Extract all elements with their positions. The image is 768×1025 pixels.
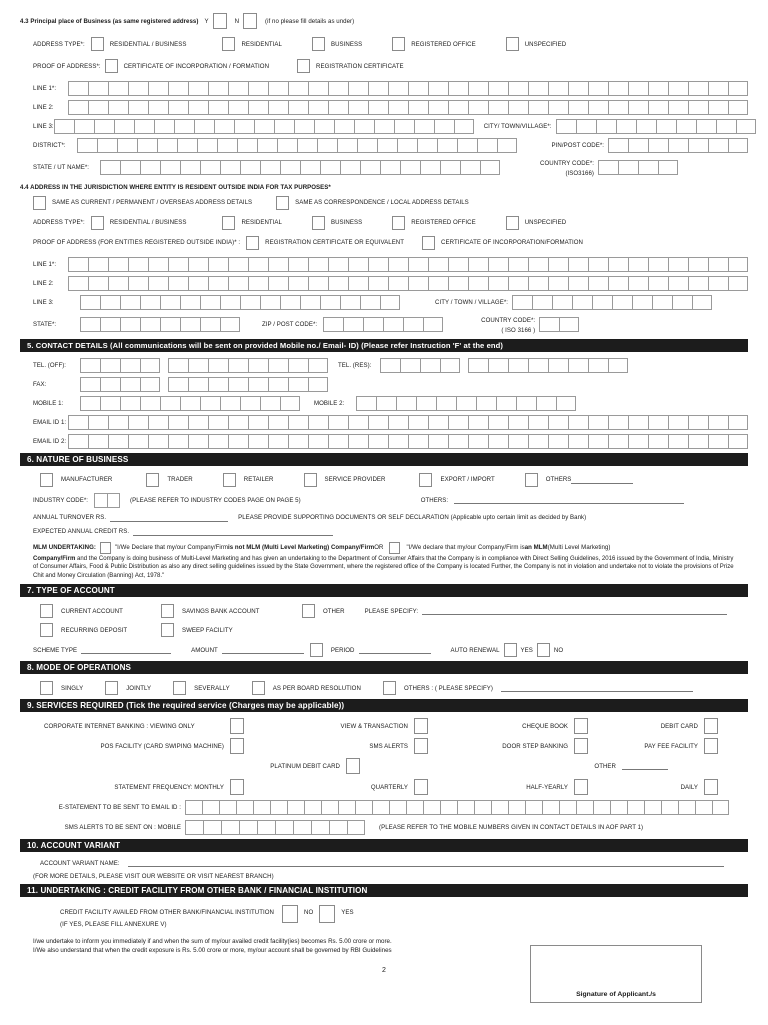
- scheme-row: [20, 643, 748, 657]
- mode-option-1: JOINTLY: [126, 684, 152, 692]
- proof-certificate-incorporation-checkbox-43[interactable]: [105, 59, 118, 73]
- proof-option-1-44: CERTIFICATE OF INCORPORATION/FORMATION: [441, 239, 583, 247]
- account-type-row-2: [20, 623, 748, 637]
- fax-label: FAX:: [33, 380, 47, 388]
- fax-row: [20, 377, 748, 392]
- services-row-3: [20, 758, 748, 774]
- nature-retailer-checkbox[interactable]: [223, 473, 236, 487]
- pay-fee-facility-label: PAY FEE FACILITY: [644, 742, 698, 750]
- same-as-current-label-44: SAME AS CURRENT / PERMANENT / OVERSEAS ADDRESS DETAILS: [52, 199, 253, 207]
- nature-option-4: EXPORT / IMPORT: [440, 476, 495, 484]
- half-yearly-label: HALF-YEARLY: [526, 783, 568, 791]
- door-step-banking-label: DOOR STEP BANKING: [502, 742, 568, 750]
- sms-alerts-checkbox[interactable]: [414, 738, 428, 754]
- annual-turnover-input[interactable]: [110, 514, 228, 522]
- section-4-4-title-row: [20, 184, 748, 191]
- proof-of-address-row-44: [20, 236, 748, 250]
- mlm-option-row: [33, 542, 740, 554]
- mode-severally-checkbox[interactable]: [173, 681, 186, 695]
- account-variant-name-input[interactable]: [128, 859, 724, 867]
- mobile2-label: MOBILE 2:: [314, 399, 345, 407]
- city-label-44: CITY / TOWN / VILLAGE*:: [435, 298, 508, 306]
- credit-facility-line2: (IF YES, PLEASE FILL ANNEXURE V): [60, 921, 167, 929]
- line3-row-43: [20, 119, 748, 134]
- nature-service-provider-checkbox[interactable]: [304, 473, 317, 487]
- proof-option-0-44: REGISTRATION CERTIFICATE OR EQUIVALENT: [265, 239, 405, 247]
- form-page: [0, 13, 768, 1025]
- section-9-header: 9. SERVICES REQUIRED (Tick the required service (Charges may be applicable)): [20, 699, 748, 712]
- address-type-residential-business-checkbox-44[interactable]: [91, 216, 104, 230]
- line3-input-44[interactable]: [80, 295, 400, 310]
- address-type-registered-office-checkbox-44[interactable]: [392, 216, 405, 230]
- nature-option-3: SERVICE PROVIDER: [324, 476, 386, 484]
- email1-input[interactable]: [68, 415, 748, 430]
- mode-of-operations-row: [20, 681, 748, 695]
- undertaking-text-block: [20, 937, 543, 955]
- platinum-debit-card-label: PLATINUM DEBIT CARD: [270, 762, 340, 770]
- state-input-44[interactable]: [80, 317, 240, 332]
- city-input-44[interactable]: [512, 295, 712, 310]
- city-label-43: CITY/ TOWN/VILLAGE*:: [483, 123, 552, 130]
- mlm-body-paragraph: [33, 555, 740, 581]
- line2-input-44[interactable]: [68, 276, 748, 291]
- address-type-option-3-43: REGISTERED OFFICE: [411, 40, 476, 48]
- estatement-email-input[interactable]: [185, 800, 729, 815]
- mode-option-3: AS PER BOARD RESOLUTION: [272, 684, 361, 692]
- line3-row-44: [20, 295, 748, 310]
- section-8-header: 8. MODE OF OPERATIONS: [20, 661, 748, 674]
- annual-turnover-note: PLEASE PROVIDE SUPPORTING DOCUMENTS OR SELF DECLARATION (Applicable upto certain limit as decided by Bank): [238, 514, 587, 522]
- country-label-43: COUNTRY CODE*:: [540, 160, 594, 167]
- address-type-option-4-44: UNSPECIFIED: [524, 219, 567, 227]
- yes-label: Y: [204, 17, 209, 25]
- proof-of-address-label-44: PROOF OF ADDRESS (FOR ENTITIES REGISTERED OUTSIDE INDIA)* :: [33, 239, 241, 247]
- mlm-option1-text-b: is not MLM (Multi Level Marketing) Company/Firm: [227, 544, 375, 552]
- current-account-checkbox[interactable]: [40, 604, 53, 618]
- address-type-residential-checkbox-44[interactable]: [222, 216, 235, 230]
- state-label-44: STATE*:: [33, 320, 57, 328]
- line3-label-44: LINE 3:: [33, 298, 54, 306]
- pin-input-43[interactable]: [608, 138, 748, 153]
- line1-row-44: [20, 257, 748, 272]
- principal-place-yes-checkbox[interactable]: [213, 13, 227, 29]
- industry-others-input[interactable]: [454, 496, 684, 504]
- country-sub-44: ( ISO 3166 ): [501, 327, 536, 335]
- line1-label-43: LINE 1*:: [33, 85, 57, 92]
- period-label: PERIOD: [330, 646, 355, 654]
- mlm-not-mlm-checkbox[interactable]: [100, 542, 111, 554]
- mlm-is-mlm-checkbox[interactable]: [389, 542, 400, 554]
- state-row-43: [20, 157, 748, 178]
- address-type-business-checkbox-43[interactable]: [312, 37, 325, 51]
- sms-alerts-label: SMS ALERTS: [369, 742, 408, 750]
- proof-option-1-43: REGISTRATION CERTIFICATE: [316, 62, 404, 70]
- address-type-unspecified-checkbox-43[interactable]: [506, 37, 519, 51]
- please-specify-input[interactable]: [422, 607, 727, 615]
- no-label: N: [234, 17, 240, 25]
- line1-input-43[interactable]: [68, 81, 748, 96]
- address-type-option-4-43: UNSPECIFIED: [524, 40, 567, 48]
- tel-off-label: TEL. (OFF):: [33, 361, 67, 369]
- platinum-debit-card-checkbox[interactable]: [346, 758, 360, 774]
- nature-option-2: RETAILER: [243, 476, 274, 484]
- mlm-option2-text-b: an MLM: [524, 544, 548, 552]
- section-10-header: 10. ACCOUNT VARIANT: [20, 839, 748, 852]
- signature-box[interactable]: [530, 945, 702, 1003]
- address-type-registered-office-checkbox-43[interactable]: [392, 37, 405, 51]
- nature-others-checkbox[interactable]: [525, 473, 538, 487]
- zip-label-44: ZIP / POST CODE*:: [262, 320, 318, 328]
- country-input-43[interactable]: [598, 160, 678, 175]
- proof-registration-certificate-checkbox-44[interactable]: [246, 236, 259, 250]
- address-type-option-1-43: RESIDENTIAL: [241, 40, 282, 48]
- country-label-44: COUNTRY CODE*:: [481, 316, 536, 324]
- account-variant-note: (FOR MORE DETAILS, PLEASE VISIT OUR WEBSITE OR VISIT NEAREST BRANCH): [33, 873, 274, 881]
- country-sub-43: (ISO3166): [565, 170, 594, 178]
- mlm-body-text: and the Company is doing business of Multi-Level Marketing and has given an undertaking to the Department of Consumer Affairs that the Company is in compliance with Direct Selling Guidelines, 2016 issued by the Government of India, Ministry of Consumer Affairs, Food & Public Distribution as also any direct selling guidelines issued by the State Government, where the registered office of the Company is located Further, the Company is not in violation and undertake not to violate the provisions of Prize Chit and Money Circulation (Banning) Act, 1978.": [33, 555, 734, 579]
- same-as-correspondence-checkbox-44[interactable]: [276, 196, 289, 210]
- proof-of-address-label-43: PROOF OF ADDRESS*:: [33, 62, 101, 70]
- auto-renewal-no-label: NO: [553, 646, 564, 654]
- mode-others-label: OTHERS : ( PLEASE SPECIFY): [403, 684, 493, 692]
- mode-jointly-checkbox[interactable]: [105, 681, 118, 695]
- email1-label: EMAIL ID 1:: [33, 418, 67, 426]
- expected-credit-row: [20, 528, 748, 536]
- annual-turnover-row: [20, 514, 748, 522]
- services-row-2: [20, 738, 748, 754]
- same-as-current-checkbox-44[interactable]: [33, 196, 46, 210]
- section-4-4-title: 4.4 ADDRESS IN THE JURISDICTION WHERE ENTITY IS RESIDENT OUTSIDE INDIA FOR TAX PURPOSES*: [20, 183, 331, 191]
- nature-export-import-checkbox[interactable]: [419, 473, 432, 487]
- section-5-header: 5. CONTACT DETAILS (All communications will be sent on provided Mobile no./ Email- ID) (Please refer Instruction 'F' at the end): [20, 339, 748, 352]
- country-input-44[interactable]: [539, 317, 579, 332]
- state-input-43[interactable]: [100, 160, 500, 175]
- mlm-option2-text-c: (Multi Level Marketing): [547, 544, 611, 552]
- tel-res-label: TEL. (RES):: [338, 361, 372, 369]
- mlm-undertaking-block: [20, 542, 748, 581]
- amount-label: AMOUNT: [191, 646, 218, 654]
- cheque-book-checkbox[interactable]: [574, 718, 588, 734]
- proof-certificate-incorporation-checkbox-44[interactable]: [422, 236, 435, 250]
- principal-place-no-checkbox[interactable]: [243, 13, 257, 29]
- address-type-option-3-44: REGISTERED OFFICE: [411, 219, 476, 227]
- line2-row-43: [20, 100, 748, 115]
- line2-label-44: LINE 2:: [33, 279, 54, 287]
- address-type-option-0-43: RESIDENTIAL / BUSINESS: [109, 40, 187, 48]
- period-checkbox[interactable]: [310, 643, 323, 657]
- auto-renewal-yes-checkbox[interactable]: [504, 643, 517, 657]
- email2-row: [20, 434, 748, 449]
- address-type-option-0-44: RESIDENTIAL / BUSINESS: [109, 219, 187, 227]
- address-type-residential-checkbox-43[interactable]: [222, 37, 235, 51]
- account-variant-note-row: [20, 873, 748, 880]
- district-row-43: [20, 138, 748, 153]
- savings-account-checkbox[interactable]: [161, 604, 174, 618]
- tel-off-number-input[interactable]: [168, 358, 328, 373]
- mobile2-input[interactable]: [356, 396, 576, 411]
- principal-place-hint: (if no please fill details as under): [265, 17, 355, 25]
- line1-label-44: LINE 1*:: [33, 260, 57, 268]
- state-row-44: [20, 314, 748, 335]
- other-account-checkbox[interactable]: [302, 604, 315, 618]
- other-account-label: OTHER: [323, 607, 345, 615]
- district-input-43[interactable]: [77, 138, 517, 153]
- scheme-type-input[interactable]: [81, 646, 171, 654]
- sms-alerts-mobile-input[interactable]: [185, 820, 365, 835]
- address-type-label-44: ADDRESS TYPE*:: [33, 219, 85, 227]
- line1-row-43: [20, 81, 748, 96]
- industry-code-hint: (PLEASE REFER TO INDUSTRY CODES PAGE ON PAGE 5): [130, 496, 301, 504]
- pay-fee-facility-checkbox[interactable]: [704, 738, 718, 754]
- proof-registration-certificate-checkbox-43[interactable]: [297, 59, 310, 73]
- email2-input[interactable]: [68, 434, 748, 449]
- pin-label-43: PIN/POST CODE*:: [551, 142, 604, 149]
- door-step-banking-checkbox[interactable]: [574, 738, 588, 754]
- please-specify-label: PLEASE SPECIFY:: [364, 607, 419, 615]
- zip-input-44[interactable]: [323, 317, 443, 332]
- credit-facility-line1: CREDIT FACILITY AVAILED FROM OTHER BANK/FINANCIAL INSTITUTION: [60, 909, 274, 917]
- section-11-header: 11. UNDERTAKING : CREDIT FACILITY FROM OTHER BANK / FINANCIAL INSTITUTION: [20, 884, 748, 897]
- pos-facility-checkbox[interactable]: [230, 738, 244, 754]
- annual-turnover-label: ANNUAL TURNOVER RS.: [33, 514, 107, 522]
- mode-others-checkbox[interactable]: [383, 681, 396, 695]
- savings-account-label: SAVINGS BANK ACCOUNT: [182, 607, 260, 615]
- mobile1-label: MOBILE 1:: [33, 399, 64, 407]
- mlm-option1-text-a: "I/We Declare that my/our Company/Firm: [114, 544, 228, 552]
- nature-others-input[interactable]: [571, 476, 633, 484]
- section-4-3-title: 4.3 Principal place of Business (as same registered address): [20, 17, 199, 25]
- line1-input-44[interactable]: [68, 257, 748, 272]
- mlm-label: MLM UNDERTAKING:: [33, 544, 96, 552]
- line2-input-43[interactable]: [68, 100, 748, 115]
- mode-option-2: SEVERALLY: [194, 684, 230, 692]
- mode-singly-checkbox[interactable]: [40, 681, 53, 695]
- mode-board-resolution-checkbox[interactable]: [252, 681, 265, 695]
- corporate-net-banking-label: CORPORATE INTERNET BANKING : VIEWING ONLY: [44, 722, 195, 730]
- tel-res-code-input[interactable]: [380, 358, 460, 373]
- sms-alerts-mobile-label: SMS ALERTS TO BE SENT ON : MOBILE: [64, 824, 181, 832]
- statement-frequency-row: [20, 779, 748, 795]
- services-row-1: [20, 718, 748, 734]
- mlm-body-bold: Company/Firm: [33, 555, 76, 562]
- industry-code-row: [20, 493, 748, 508]
- nature-option-1: TRADER: [167, 476, 193, 484]
- daily-checkbox[interactable]: [704, 779, 718, 795]
- auto-renewal-no-checkbox[interactable]: [537, 643, 550, 657]
- credit-facility-yes-checkbox[interactable]: [319, 905, 335, 923]
- account-variant-row: [20, 859, 748, 867]
- nature-of-business-row: [20, 473, 748, 487]
- quarterly-checkbox[interactable]: [414, 779, 428, 795]
- pos-facility-label: POS FACILITY (CARD SWIPING MACHINE): [100, 742, 224, 750]
- sweep-facility-checkbox[interactable]: [161, 623, 174, 637]
- address-type-option-1-44: RESIDENTIAL: [241, 219, 282, 227]
- sms-alerts-mobile-row: [20, 820, 748, 835]
- address-type-residential-business-checkbox-43[interactable]: [91, 37, 104, 51]
- page-number: 2: [382, 967, 386, 975]
- credit-facility-no-checkbox[interactable]: [282, 905, 298, 923]
- address-type-row-43: [20, 37, 748, 51]
- sweep-facility-label: SWEEP FACILITY: [182, 626, 233, 634]
- mlm-option1-text-c: OR: [374, 544, 384, 552]
- address-type-unspecified-checkbox-44[interactable]: [506, 216, 519, 230]
- recurring-deposit-checkbox[interactable]: [40, 623, 53, 637]
- section-7-header: 7. TYPE OF ACCOUNT: [20, 584, 748, 597]
- mode-others-input[interactable]: [501, 684, 693, 692]
- expected-credit-input[interactable]: [133, 528, 333, 536]
- view-transaction-checkbox[interactable]: [414, 718, 428, 734]
- line2-label-43: LINE 2:: [33, 104, 54, 111]
- industry-code-label: INDUSTRY CODE*:: [33, 496, 89, 504]
- address-type-label-43: ADDRESS TYPE*:: [33, 40, 85, 48]
- amount-input[interactable]: [222, 646, 304, 654]
- mlm-option2-text-a: "I/We declare that my/our Company/Firm is: [406, 544, 525, 552]
- state-label-43: STATE / UT NAME*:: [33, 163, 90, 171]
- auto-renewal-label: AUTO RENEWAL: [450, 646, 500, 654]
- half-yearly-checkbox[interactable]: [574, 779, 588, 795]
- district-label-43: DISTRICT*:: [33, 142, 66, 149]
- nature-option-0: MANUFACTURER: [61, 476, 113, 484]
- credit-facility-yes-label: YES: [341, 909, 354, 917]
- line3-input-43[interactable]: [54, 119, 474, 134]
- section-4-3-title-row: [20, 13, 748, 29]
- estatement-row: [20, 800, 748, 815]
- other-service-input[interactable]: [622, 762, 668, 770]
- fax-code-input[interactable]: [80, 377, 160, 392]
- tel-row: [20, 358, 748, 373]
- recurring-deposit-label: RECURRING DEPOSIT: [61, 626, 128, 634]
- scheme-type-label: SCHEME TYPE: [33, 646, 78, 654]
- statement-frequency-label: STATEMENT FREQUENCY: MONTHLY: [114, 783, 224, 791]
- period-input[interactable]: [359, 646, 431, 654]
- expected-credit-label: EXPECTED ANNUAL CREDIT RS.: [33, 528, 130, 536]
- undertaking-line-1: I/we undertake to inform you immediately if and when the sum of my/our availed credit facility(ies) becomes Rs. 5.00 crore or more.: [33, 938, 392, 946]
- auto-renewal-yes-label: YES: [520, 646, 533, 654]
- mode-option-0: SINGLY: [61, 684, 84, 692]
- nature-option-5: OTHERS: [545, 476, 572, 484]
- industry-others-label: OTHERS:: [420, 496, 449, 504]
- tel-res-number-input[interactable]: [468, 358, 628, 373]
- viewing-only-checkbox[interactable]: [230, 718, 244, 734]
- nature-trader-checkbox[interactable]: [146, 473, 159, 487]
- undertaking-line-2: I/We also understand that when the credit exposure is Rs. 5.00 crore or more, my/our account shall be governed by RBI Guidelines: [33, 947, 392, 955]
- address-type-business-checkbox-44[interactable]: [312, 216, 325, 230]
- debit-card-checkbox[interactable]: [704, 718, 718, 734]
- proof-option-0-43: CERTIFICATE OF INCORPORATION / FORMATION: [123, 62, 270, 70]
- address-type-option-2-44: BUSINESS: [330, 219, 363, 227]
- section-6-header: 6. NATURE OF BUSINESS: [20, 453, 748, 466]
- industry-code-input[interactable]: [94, 493, 120, 508]
- mobile1-input[interactable]: [80, 396, 300, 411]
- city-input-43[interactable]: [556, 119, 756, 134]
- current-account-label: CURRENT ACCOUNT: [61, 607, 123, 615]
- debit-card-label: DEBIT CARD: [660, 722, 698, 730]
- address-type-option-2-43: BUSINESS: [330, 40, 363, 48]
- fax-number-input[interactable]: [168, 377, 328, 392]
- signature-label: Signature of Applicant./s: [576, 991, 656, 998]
- other-service-label: OTHER: [594, 762, 616, 770]
- address-type-row-44: [20, 216, 748, 230]
- nature-manufacturer-checkbox[interactable]: [40, 473, 53, 487]
- monthly-checkbox[interactable]: [230, 779, 244, 795]
- estatement-label: E-STATEMENT TO BE SENT TO EMAIL ID :: [58, 804, 181, 812]
- quarterly-label: QUARTERLY: [370, 783, 408, 791]
- cheque-book-label: CHEQUE BOOK: [522, 722, 568, 730]
- email2-label: EMAIL ID 2:: [33, 437, 67, 445]
- same-as-correspondence-label-44: SAME AS CORRESPONDENCE / LOCAL ADDRESS DETAILS: [295, 199, 469, 207]
- credit-facility-row: [20, 905, 748, 929]
- credit-facility-no-label: NO: [304, 909, 314, 917]
- same-as-row-44: [20, 196, 748, 210]
- line2-row-44: [20, 276, 748, 291]
- email1-row: [20, 415, 748, 430]
- mobile-row: [20, 396, 748, 411]
- account-variant-name-label: ACCOUNT VARIANT NAME:: [40, 859, 120, 867]
- account-type-row-1: [20, 604, 748, 618]
- daily-label: DAILY: [680, 783, 698, 791]
- proof-of-address-row-43: [20, 59, 748, 73]
- sms-alerts-note: (PLEASE REFER TO THE MOBILE NUMBERS GIVEN IN CONTACT DETAILS IN AOF PART 1): [379, 824, 644, 832]
- view-transaction-label: VIEW & TRANSACTION: [340, 722, 408, 730]
- tel-off-code-input[interactable]: [80, 358, 160, 373]
- line3-label-43: LINE 3:: [33, 123, 54, 130]
